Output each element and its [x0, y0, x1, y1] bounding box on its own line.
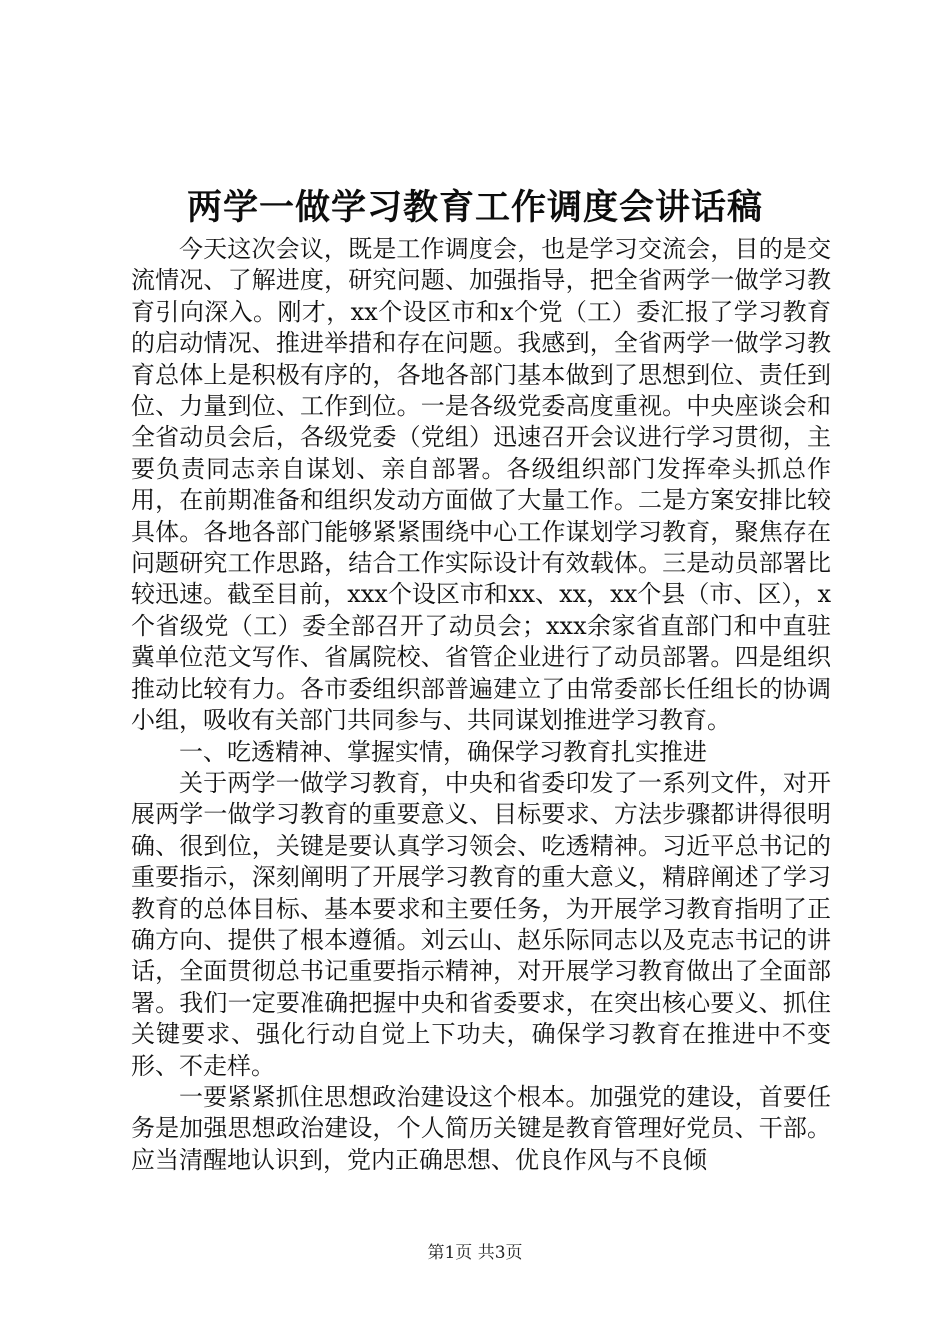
paragraph-section-1: 关于两学一做学习教育，中央和省委印发了一系列文件，对开展两学一做学习教育的重要意义、目标要求、方法步骤都讲得很明确、很到位，关键是要认真学习领会、吃透精神。习近平总书记的重要指示，深刻阐明了开展学习教育的重大意义，精辟阐述了学习教育的总体目标、基本要求和主要任务，为开展学习教育指明了正确方向、提供了根本遵循。刘云山、赵乐际同志以及克志书记的讲话，全面贯彻总书记重要指示精神，对开展学习教育做出了全面部署。我们一定要准确把握中央和省委要求，在突出核心要义、抓住关键要求、强化行动自觉上下功夫，确保学习教育在推进中不变形、不走样。	[131, 768, 831, 1080]
paragraph-point-1: 一要紧紧抓住思想政治建设这个根本。加强党的建设，首要任务是加强思想政治建设，个人简历关键是教育管理好党员、干部。应当清醒地认识到，党内正确思想、优良作风与不良倾	[131, 1082, 831, 1174]
page-footer: 第1页 共3页	[427, 1243, 523, 1263]
paragraph-intro: 今天这次会议，既是工作调度会，也是学习交流会，目的是交流情况、了解进度，研究问题、加强指导，把全省两学一做学习教育引向深入。刚才，xx个设区市和x个党（工）委汇报了学习教育的启动情况、推进举措和存在问题。我感到，全省两学一做学习教育总体上是积极有序的，各地各部门基本做到了思想到位、责任到位、力量到位、工作到位。一是各级党委高度重视。中央座谈会和全省动员会后，各级党委（党组）迅速召开会议进行学习贯彻，主要负责同志亲自谋划、亲自部署。各级组织部门发挥牵头抓总作用，在前期准备和组织发动方面做了大量工作。二是方案安排比较具体。各地各部门能够紧紧围绕中心工作谋划学习教育，聚焦存在问题研究工作思路，结合工作实际设计有效载体。三是动员部署比较迅速。截至目前，xxx个设区市和xx、xx，xx个县（市、区），x个省级党（工）委全部召开了动员会；xxx余家省直部门和中直驻冀单位范文写作、省属院校、省管企业进行了动员部署。四是组织推动比较有力。各市委组织部普遍建立了由常委部长任组长的协调小组，吸收有关部门共同参与、共同谋划推进学习教育。	[131, 235, 831, 735]
document-title: 两学一做学习教育工作调度会讲话稿	[186, 187, 763, 228]
section-heading-1: 一、吃透精神、掌握实情，确保学习教育扎实推进	[179, 737, 707, 766]
document-body	[131, 234, 831, 1176]
